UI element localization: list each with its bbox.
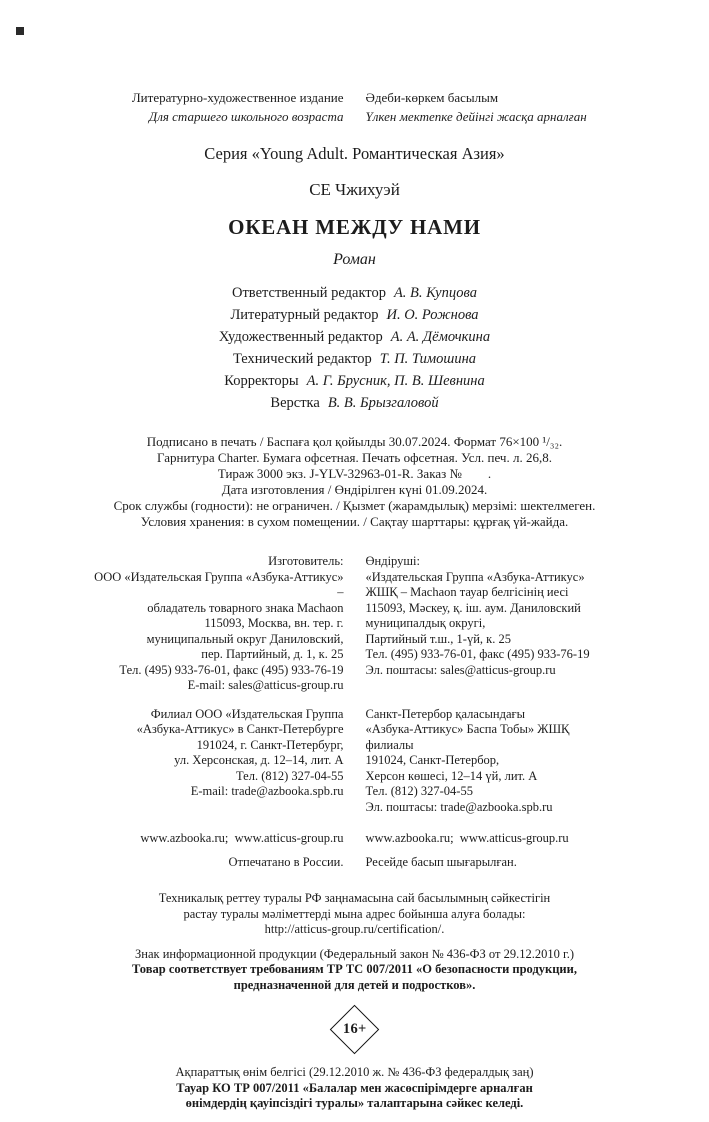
address-line: Тел. (812) 327-04-55 [236, 768, 344, 783]
staff-line [92, 282, 617, 304]
branch-block [92, 707, 617, 816]
staff-role: Корректоры [224, 373, 299, 389]
address-line: ул. Херсонская, д. 12–14, лит. А [174, 753, 344, 767]
staff-line [92, 326, 617, 348]
staff-person: И. О. Рожнова [386, 307, 479, 323]
certification-line: растау туралы мәліметтерді мына адрес бойынша алуға болады: [183, 906, 526, 921]
staff-role: Литературный редактор [230, 307, 379, 323]
address-line: 115093, Москва, вн. тер. г. [204, 616, 344, 630]
address-line: Өндіруші: [365, 554, 420, 568]
printed-in-ru: Отпечатано в России. [228, 854, 344, 869]
branch-ru [92, 707, 355, 816]
staff-person: А. В. Купцова [393, 285, 477, 301]
staff-person: А. А. Дёмочкина [390, 329, 491, 345]
address-line: Партийный т.ш., 1-үй, к. 25 [365, 631, 511, 646]
printed-in-row [92, 855, 617, 871]
certification-block [92, 891, 617, 938]
manufacturer-block [92, 554, 617, 694]
editorial-staff [92, 282, 617, 414]
print-info-line: Тираж 3000 экз. J-YLV-32963-01-R. Заказ № . [217, 466, 492, 481]
manufacturer-kk [355, 554, 618, 694]
info-sign-ru-line3: предназначенной для детей и подростков». [233, 977, 476, 992]
address-line: ООО «Издательская Группа «Азбука-Аттикус» – [94, 569, 344, 599]
staff-role: Верстка [270, 395, 320, 411]
print-info-line: Срок службы (годности): не ограничен. / Қызмет (жарамдылық) мерзімі: шектелмеген. [113, 498, 596, 513]
info-sign-kk-block [92, 1065, 617, 1112]
staff-role: Художественный редактор [218, 329, 383, 345]
age-rating-text: 16+ [342, 1020, 367, 1037]
address-line: Филиал ООО «Издательская Группа [150, 706, 344, 721]
printed-in-kk: Ресейде басып шығарылған. [365, 854, 517, 869]
certification-url: http://atticus-group.ru/certification/. [264, 922, 445, 936]
address-line: Херсон көшесі, 12–14 үй, лит. А [365, 768, 538, 783]
age-rating-wrap [92, 1003, 617, 1055]
address-line: «Азбука-Аттикус» в Санкт-Петербурге [136, 722, 344, 736]
staff-person: А. Г. Брусник, П. В. Шевнина [306, 373, 485, 389]
age-rating-badge [330, 1004, 379, 1053]
address-line: Санкт-Петербор қаласындағы [365, 706, 526, 721]
staff-line [92, 304, 617, 326]
address-line: Тел. (495) 933-76-01, факс (495) 933-76-19 [119, 662, 344, 677]
address-line: обладатель товарного знака Machaon [147, 600, 344, 615]
email-line: Эл. поштасы: sales@atticus-group.ru [365, 662, 556, 677]
email-line: E-mail: sales@atticus-group.ru [187, 678, 344, 692]
edition-note-ru-line1: Литературно-художественное издание [131, 90, 344, 105]
email-line: Эл. поштасы: trade@azbooka.spb.ru [365, 799, 553, 814]
address-line: 191024, г. Санкт-Петербург, [196, 737, 344, 752]
info-sign-ru-line1: Знак информационной продукции (Федеральный закон № 436-ФЗ от 29.12.2010 г.) [135, 946, 574, 961]
websites-row [92, 831, 617, 847]
email-line: E-mail: trade@azbooka.spb.ru [190, 784, 344, 798]
info-sign-kk-line3: өнімдердің қауіпсіздігі туралы» талаптарына сәйкес келеді. [185, 1096, 524, 1110]
info-sign-kk-line1: Ақпараттық өнім белгісі (29.12.2010 ж. № 436-ФЗ федералдық заң) [175, 1065, 534, 1079]
staff-role: Ответственный редактор [232, 285, 386, 301]
address-line: «Издательская Группа «Азбука-Аттикус» [365, 569, 585, 584]
staff-person: Т. П. Тимошина [379, 351, 477, 367]
edition-note-kk-line2: Үлкен мектепке дейінгі жасқа арналған [365, 109, 587, 124]
info-sign-ru-block [92, 947, 617, 994]
staff-line [92, 348, 617, 370]
book-title: ОКЕАН МЕЖДУ НАМИ [228, 215, 481, 239]
address-line: ЖШҚ – Machaon тауар белгісінің иесі [365, 585, 569, 599]
edition-note-kk-line1: Әдеби-көркем басылым [365, 90, 499, 105]
print-info-line: Подписано в печать / Баспаға қол қойылды 30.07.2024. Формат 76×100 ¹/₃₂. [146, 434, 563, 449]
edition-note-ru-line2: Для старшего школьного возраста [148, 109, 344, 124]
address-line: муниципальный округ Даниловский, [146, 631, 344, 646]
print-info-line: Гарнитура Charter. Бумага офсетная. Печать офсетная. Усл. печ. л. 26,8. [157, 450, 552, 465]
staff-line [92, 370, 617, 392]
websites-ru: www.azbooka.ru; www.atticus-group.ru [140, 831, 344, 845]
branch-kk [355, 707, 618, 816]
edition-note [92, 88, 617, 126]
address-line: пер. Партийный, д. 1, к. 25 [201, 647, 344, 661]
info-sign-kk-line2: Тауар КО ТР 007/2011 «Балалар мен жасөспірімдерге арналған [176, 1080, 533, 1095]
print-info-block [92, 434, 617, 530]
staff-person: В. В. Брызгаловой [327, 395, 439, 411]
address-line: «Азбука-Аттикус» Баспа Тобы» ЖШҚ филиалы [365, 722, 570, 752]
staff-line [92, 392, 617, 414]
certification-line: Техникалық реттеу туралы РФ заңнамасына сай басылымның сәйкестігін [158, 891, 551, 905]
staff-role: Технический редактор [232, 351, 372, 367]
print-info-line: Дата изготовления / Өндірілген күні 01.09.2024. [221, 482, 488, 497]
series-title: Серия «Young Adult. Романтическая Азия» [204, 144, 505, 163]
address-line: 115093, Мәскеу, қ. іш. аум. Даниловский [365, 600, 581, 615]
author-name: СЕ Чжихуэй [309, 180, 400, 199]
address-line: 191024, Санкт-Петербор, [365, 753, 500, 767]
manufacturer-ru [92, 554, 355, 694]
websites-kk: www.azbooka.ru; www.atticus-group.ru [365, 831, 569, 845]
address-line: Изготовитель: [268, 554, 344, 568]
info-sign-ru-line2: Товар соответствует требованиям ТР ТС 007/2011 «О безопасности продукции, [132, 962, 577, 976]
book-subtitle: Роман [333, 251, 376, 268]
corner-mark [16, 27, 24, 35]
address-line: муниципалдық округі, [365, 616, 486, 630]
print-info-line: Условия хранения: в сухом помещении. / Сақтау шарттары: құрғақ үй-жайда. [140, 514, 569, 529]
address-line: Тел. (812) 327-04-55 [365, 784, 473, 798]
address-line: Тел. (495) 933-76-01, факс (495) 933-76-19 [365, 647, 590, 661]
